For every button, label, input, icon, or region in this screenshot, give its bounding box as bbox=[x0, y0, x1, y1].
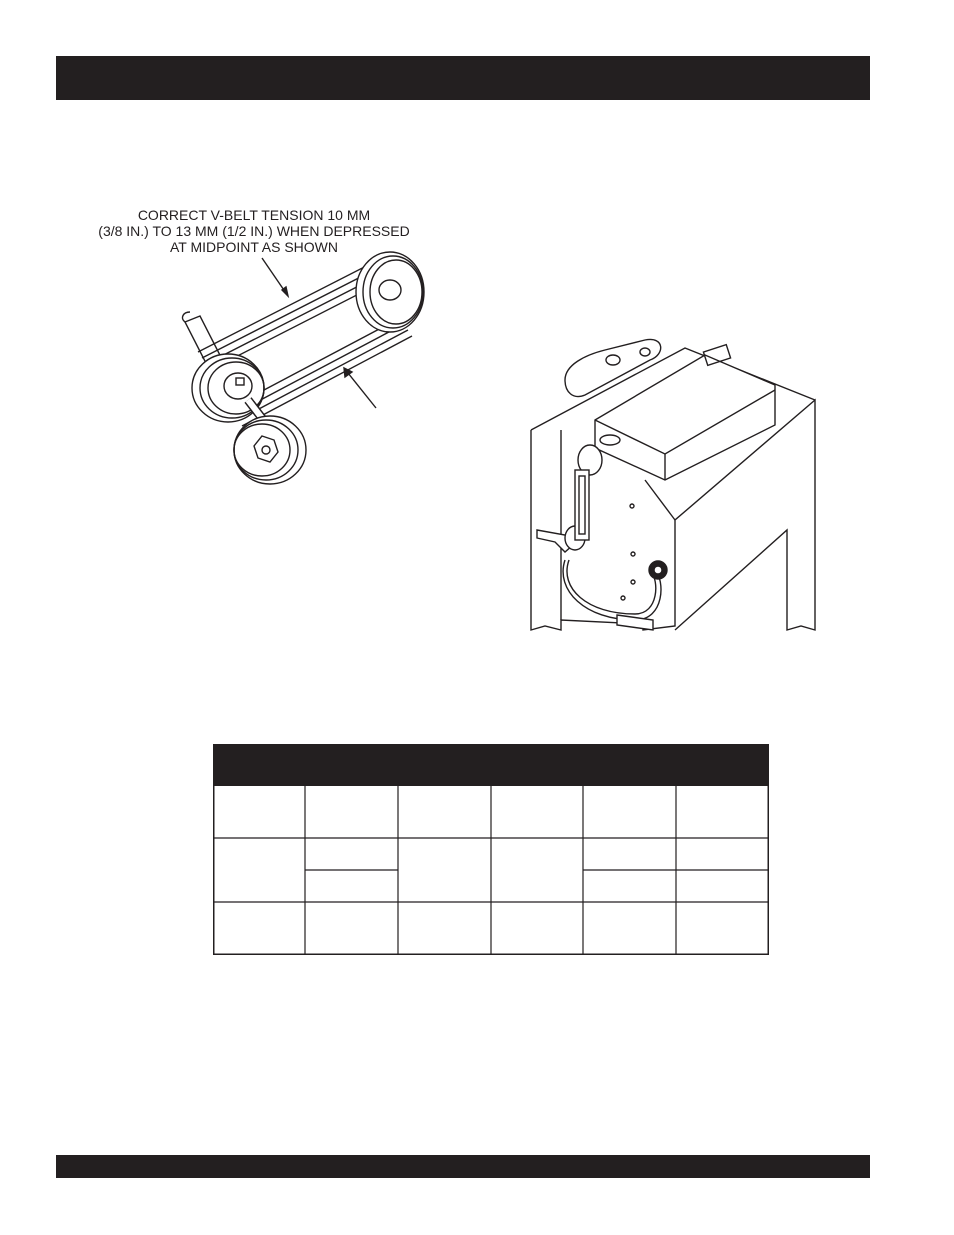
caption-line-2: (3/8 IN.) TO 13 MM (1/2 IN.) WHEN DEPRESSED bbox=[98, 223, 410, 239]
machine-housing-illustration bbox=[525, 330, 825, 640]
header-bar bbox=[56, 56, 870, 100]
caption-line-1: CORRECT V-BELT TENSION 10 MM bbox=[137, 207, 371, 223]
spec-table bbox=[213, 744, 769, 955]
driven-pulley-outer bbox=[356, 252, 424, 332]
caption-line-3: AT MIDPOINT AS SHOWN bbox=[169, 239, 339, 255]
sight-tube bbox=[575, 470, 589, 540]
v-belt-pulley-illustration bbox=[150, 240, 450, 500]
table-grid-lines bbox=[213, 744, 769, 955]
footer-bar bbox=[56, 1155, 870, 1178]
